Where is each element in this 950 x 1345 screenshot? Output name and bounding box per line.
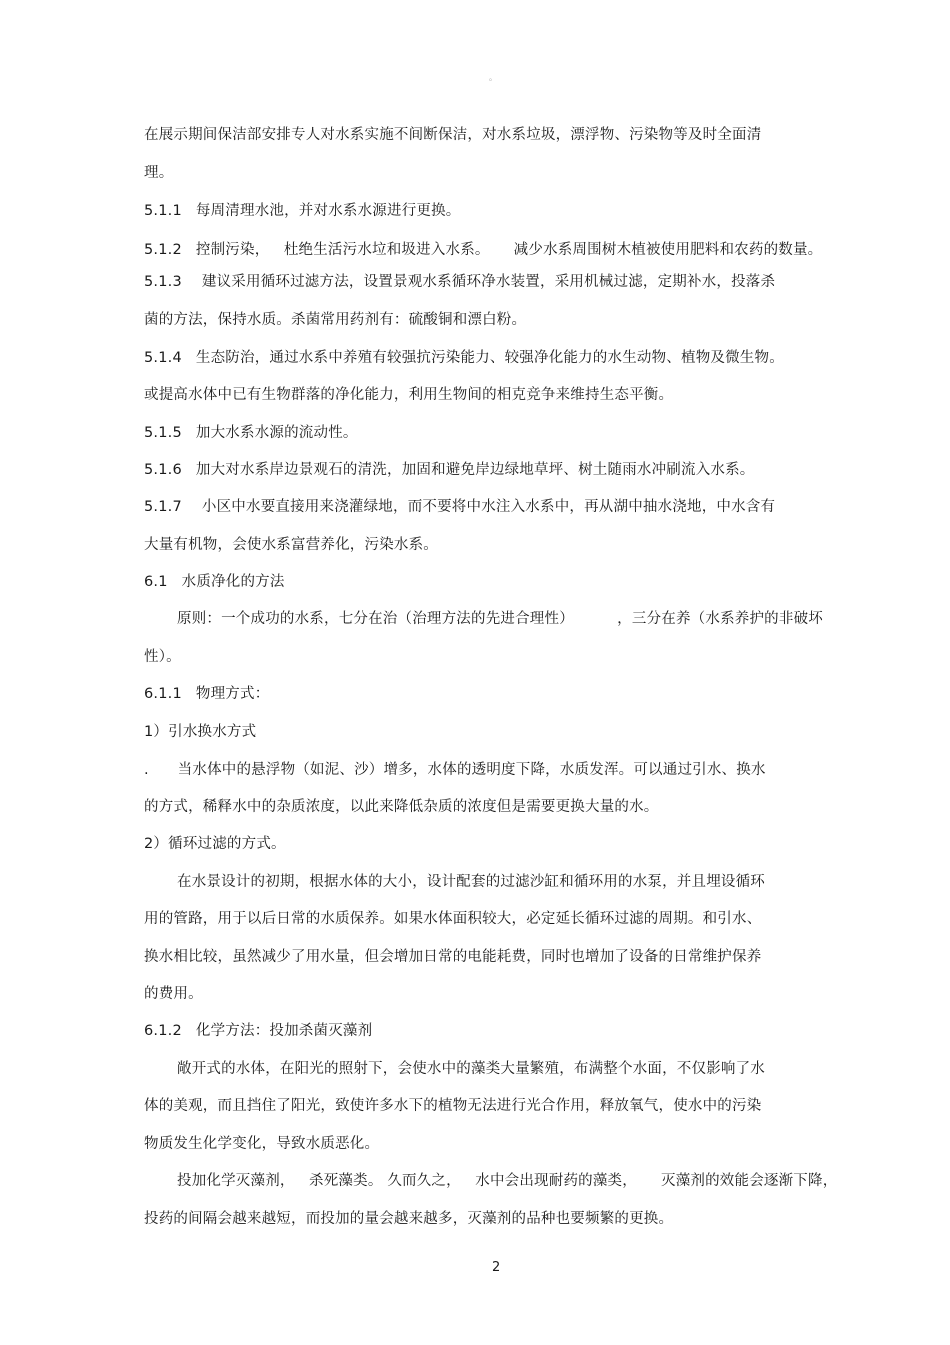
- paragraph-line: 的费用。: [144, 986, 203, 1002]
- section-number: 5.1.7: [144, 499, 182, 515]
- paragraph-line: . 当水体中的悬浮物（如泥、沙）增多，水体的透明度下降，水质发浑。可以通过引水、换水: [144, 762, 766, 778]
- paragraph-line: 的方式，稀释水中的杂质浓度，以此来降低杂质的浓度但是需要更换大量的水。: [144, 799, 659, 815]
- section-5-1-6: 5.1.6 加大对水系岸边景观石的清洗，加固和避免岸边绿地草坪、树土随雨水冲刷流入水系。: [144, 462, 755, 478]
- principle-line: 原则：一个成功的水系，七分在治（治理方法的先进合理性） ，三分在养（水系养护的非破坏: [177, 611, 823, 627]
- paragraph-line: 用的管路，用于以后日常的水质保养。如果水体面积较大，必定延长循环过滤的周期。和引水、: [144, 911, 762, 927]
- paragraph-line: 投加化学灭藻剂， 杀死藻类。 久而久之， 水中会出现耐药的藻类， 灭藻剂的效能会逐渐下降，: [177, 1173, 838, 1189]
- list-item-1: 1）引水换水方式: [144, 724, 257, 740]
- section-6-1-heading: 6.1 水质净化的方法: [144, 574, 285, 590]
- section-number: 5.1.6: [144, 462, 182, 478]
- paragraph-line: 在展示期间保洁部安排专人对水系实施不间断保洁，对水系垃圾，漂浮物、污染物等及时全面清: [144, 127, 762, 143]
- list-item-2: 2）循环过滤的方式。: [144, 836, 286, 852]
- section-number: 5.1.1: [144, 203, 182, 219]
- section-number: 6.1.1: [144, 686, 182, 702]
- section-number: 5.1.3: [144, 274, 182, 290]
- paragraph-line: 体的美观，而且挡住了阳光，致使许多水下的植物无法进行光合作用，释放氧气，使水中的污染: [144, 1098, 762, 1114]
- paragraph-line: 投药的间隔会越来越短，而投加的量会越来越多，灭藻剂的品种也要频繁的更换。: [144, 1211, 674, 1227]
- paragraph-line: 敞开式的水体，在阳光的照射下，会使水中的藻类大量繁殖，布满整个水面，不仅影响了水: [177, 1061, 765, 1077]
- paragraph-line: 菌的方法，保持水质。杀菌常用药剂有：硫酸铜和漂白粉。: [144, 312, 527, 328]
- page-number: 2: [492, 1260, 501, 1275]
- section-number: 5.1.5: [144, 425, 182, 441]
- section-5-1-3: 5.1.3 建议采用循环过滤方法，设置景观水系循环净水装置，采用机械过滤，定期补水，投落杀: [144, 274, 776, 290]
- top-mark: 。: [489, 73, 497, 82]
- section-5-1-1: 5.1.1 每周清理水池，并对水系水源进行更换。: [144, 203, 461, 219]
- section-5-1-4: 5.1.4 生态防治，通过水系中养殖有较强抗污染能力、较强净化能力的水生动物、植物及微生物。: [144, 350, 784, 366]
- section-5-1-2: 5.1.2 控制污染， 杜绝生活污水垃和圾进入水系。 减少水系周围树木植被使用肥料和农药的数量。: [144, 242, 823, 258]
- paragraph-line: 物质发生化学变化，导致水质恶化。: [144, 1136, 380, 1152]
- paragraph-line: 理。: [144, 165, 174, 181]
- paragraph-line: 或提高水体中已有生物群落的净化能力，利用生物间的相克竞争来维持生态平衡。: [144, 387, 674, 403]
- section-number: 6.1: [144, 574, 168, 590]
- section-number: 5.1.2: [144, 242, 182, 258]
- section-6-1-1: 6.1.1 物理方式：: [144, 686, 270, 702]
- section-number: 5.1.4: [144, 350, 182, 366]
- section-5-1-7: 5.1.7 小区中水要直接用来浇灌绿地，而不要将中水注入水系中，再从湖中抽水浇地，中水含有: [144, 499, 776, 515]
- paragraph-line: 换水相比较，虽然减少了用水量，但会增加日常的电能耗费，同时也增加了设备的日常维护保养: [144, 949, 762, 965]
- section-6-1-2: 6.1.2 化学方法：投加杀菌灭藻剂: [144, 1023, 373, 1039]
- paragraph-line: 在水景设计的初期，根据水体的大小，设计配套的过滤沙缸和循环用的水泵，并且埋设循环: [177, 874, 765, 890]
- section-5-1-5: 5.1.5 加大水系水源的流动性。: [144, 425, 358, 441]
- section-number: 6.1.2: [144, 1023, 182, 1039]
- paragraph-line: 性）。: [144, 649, 181, 665]
- paragraph-line: 大量有机物，会使水系富营养化，污染水系。: [144, 537, 438, 553]
